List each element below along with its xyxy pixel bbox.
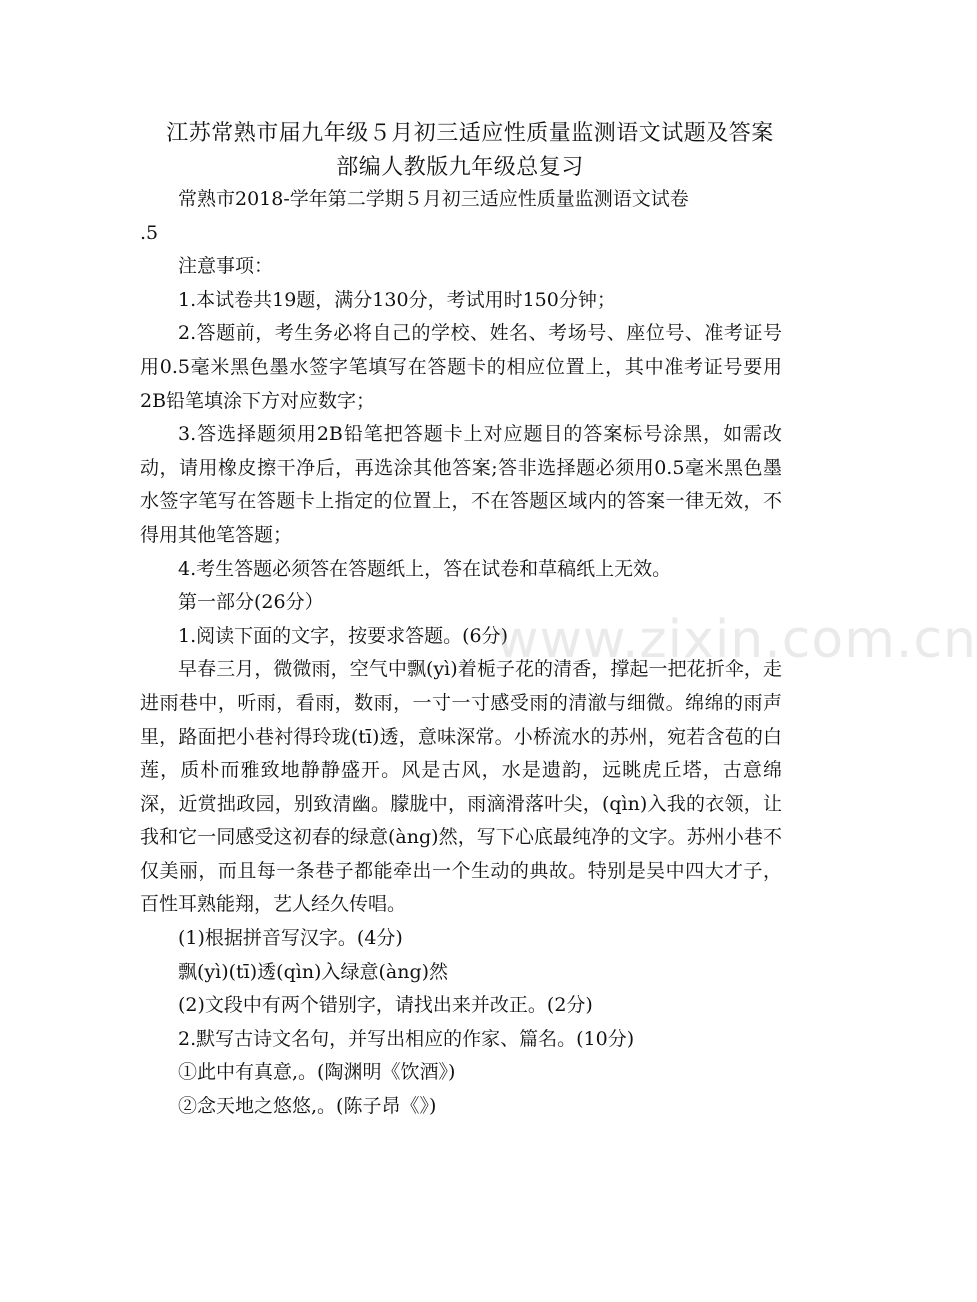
paragraph-notice-1: 1.本试卷共19题，满分130分，考试用时150分钟； [178,288,616,311]
question-2-item-2: ②念天地之悠悠,。(陈子昂《》) [178,1095,437,1118]
watermark: www.zixin.com.cn [496,610,977,670]
document-body [140,183,782,1124]
paragraph-notice-heading: 注意事项： [178,255,274,278]
paragraph-notice-4: 4.考生答题必须答在答题纸上，答在试卷和草稿纸上无效。 [178,557,672,580]
paragraph-notice-2: 2.答题前，考生务必将自己的学校、姓名、考场号、座位号、准考证号用0.5毫米黑色墨水签字笔填写在答题卡的相应位置上，其中准考证号要用2B铅笔填涂下方对应数字； [140,322,782,412]
reading-passage: 早春三月，微微雨，空气中飘(yì)着栀子花的清香，撑起一把花折伞，走进雨巷中，听雨，看雨，数雨，一寸一寸感受雨的清澈与细微。绵绵的雨声里，路面把小巷衬得玲珑(tī)透，意味深常。小桥流水的苏州，宛若含苞的白莲，质朴而雅致地静静盛开。风是古风，水是遗韵，远眺虎丘塔，古意绵深，近赏拙政园，别致清幽。朦胧中，雨滴滑落叶尖，(qìn)入我的衣领，让我和它一同感受这初春的绿意(àng)然，写下心底最纯净的文字。苏州小巷不仅美丽，而且每一条巷子都能牵出一个生动的典故。特别是吴中四大才子，百性耳熟能翔，艺人经久传唱。 [140,658,782,916]
document-title: 江苏常熟市届九年级５月初三适应性质量监测语文试题及答案 [166,121,774,146]
paragraph-date-fragment: .5 [140,221,159,244]
section-heading-part1: 第一部分(26分） [178,591,324,614]
question-1-2: (2)文段中有两个错别字，请找出来并改正。(2分) [178,994,593,1017]
question-1-1: (1)根据拼音写汉字。(4分) [178,927,403,950]
question-2-heading: 2.默写古诗文名句，并写出相应的作家、篇名。(10分) [178,1027,635,1050]
paragraph-notice-3: 3.答选择题须用2B铅笔把答题卡上对应题目的答案标号涂黑，如需改动，请用橡皮擦干净后，再选涂其他答案;答非选择题必须用0.5毫米黑色墨水签字笔写在答题卡上指定的位置上，不在答题区域内的答案一律无效，不得用其他笔答题； [140,423,782,546]
question-2-item-1: ①此中有真意,。(陶渊明《饮酒》) [178,1061,456,1084]
paragraph-exam-name: 常熟市2018-学年第二学期５月初三适应性质量监测语文试卷 [178,188,689,210]
question-1-heading: 1.阅读下面的文字，按要求答题。(6分) [178,624,509,647]
document-subtitle: 部编人教版九年级总复习 [336,155,584,180]
question-1-1-items: 飘(yì)(tī)透(qìn)入绿意(àng)然 [178,960,449,983]
